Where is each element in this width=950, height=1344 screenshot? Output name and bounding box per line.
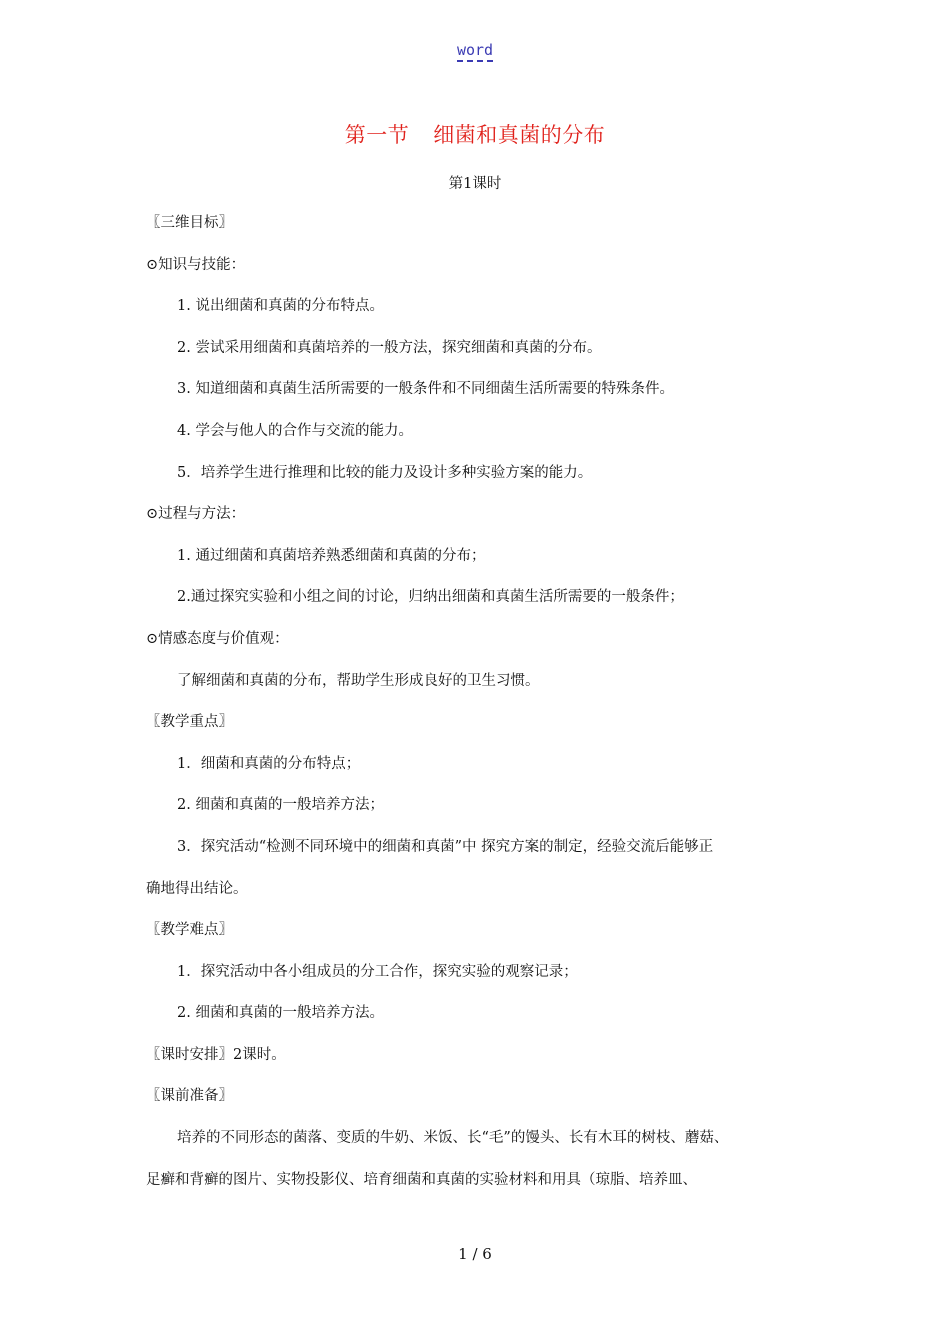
document-body [146, 211, 810, 1209]
paragraph: 培养的不同形态的菌落、变质的牛奶、米饭、长“毛”的馒头、长有木耳的树枝、蘑菇、 [177, 1130, 729, 1147]
list-item: 5．培养学生进行推理和比较的能力及设计多种实验方案的能力。 [177, 464, 593, 481]
section-heading-preparation: 〖课前准备〗 [146, 1088, 233, 1105]
title-topic: 细菌和真菌的分布 [433, 123, 606, 147]
section-heading-difficulties: 〖教学难点〗 [146, 922, 233, 939]
subheading-attitude: ⊙情感态度与价值观： [146, 630, 289, 647]
list-item: 1. 说出细菌和真菌的分布特点。 [177, 298, 384, 315]
page-title [0, 120, 950, 150]
page-subtitle: 第1课时 [448, 176, 502, 192]
section-heading-key-points: 〖教学重点〗 [146, 714, 233, 731]
subheading-process: ⊙过程与方法： [146, 506, 246, 523]
page-number: 1 / 6 [458, 1245, 492, 1263]
list-item: 1．细菌和真菌的分布特点； [177, 755, 361, 772]
section-heading-objectives: 〖三维目标〗 [146, 215, 233, 231]
list-item: 2. 细菌和真菌的一般培养方法。 [177, 1005, 384, 1022]
list-item-continuation: 确地得出结论。 [146, 880, 248, 897]
list-item: 2. 细菌和真菌的一般培养方法； [177, 797, 384, 814]
list-item: 3．探究活动“检测不同环境中的细菌和真菌”中 探究方案的制定，经验交流后能够正 [177, 838, 714, 855]
list-item: 2. 尝试采用细菌和真菌培养的一般方法，探究细菌和真菌的分布。 [177, 339, 602, 356]
paragraph-continuation: 足癣和背癣的图片、实物投影仪、培育细菌和真菌的实验材料和用具（琼脂、培养皿、 [146, 1171, 697, 1188]
paragraph: 了解细菌和真菌的分布，帮助学生形成良好的卫生习惯。 [177, 672, 540, 689]
page-header [0, 40, 950, 60]
list-item: 1．探究活动中各小组成员的分工合作，探究实验的观察记录； [177, 963, 578, 980]
header-word-link[interactable]: word [457, 41, 493, 62]
list-item: 4. 学会与他人的合作与交流的能力。 [177, 422, 413, 439]
subheading-knowledge: ⊙知识与技能： [146, 256, 246, 273]
list-item: 3. 知道细菌和真菌生活所需要的一般条件和不同细菌生活所需要的特殊条件。 [177, 381, 674, 398]
list-item: 1. 通过细菌和真菌培养熟悉细菌和真菌的分布； [177, 547, 486, 564]
section-heading-schedule: 〖课时安排〗2课时。 [146, 1046, 286, 1063]
list-item: 2.通过探究实验和小组之间的讨论，归纳出细菌和真菌生活所需要的一般条件； [177, 589, 684, 606]
title-section: 第一节 [344, 123, 410, 147]
